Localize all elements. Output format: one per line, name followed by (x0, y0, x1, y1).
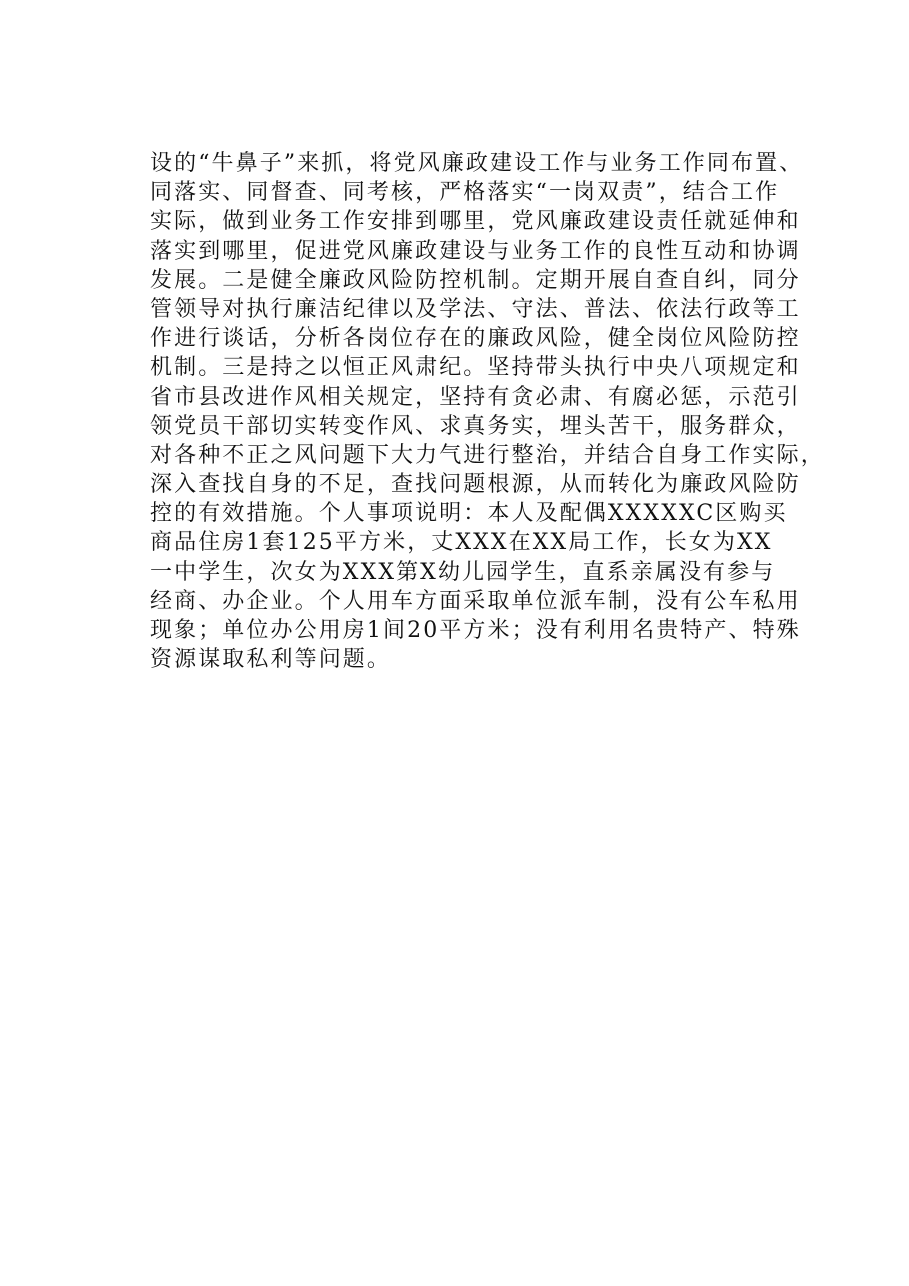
text-line: 对各种不正之风问题下大力气进行整治，并结合自身工作实际， (150, 442, 825, 468)
text-line: 同落实、同督查、同考核，严格落实“一岗双责”，结合工作 (150, 180, 780, 206)
text-line: 作进行谈话，分析各岗位存在的廉政风险，健全岗位风险防控 (150, 326, 801, 352)
text-line: 深入查找自身的不足，查找问题根源，从而转化为廉政风险防 (150, 472, 801, 498)
text-line: 现象；单位办公用房1间20平方米；没有利用名贵特产、特殊 (150, 618, 801, 643)
document-body (150, 149, 830, 674)
text-line: 资源谋取私利等问题。 (150, 647, 392, 673)
text-line: 实际，做到业务工作安排到哪里，党风廉政建设责任就延伸和 (150, 209, 801, 235)
text-line: 设的“牛鼻子”来抓，将党风廉政建设工作与业务工作同布置、 (150, 151, 804, 176)
text-line: 落实到哪里，促进党风廉政建设与业务工作的良性互动和协调 (150, 238, 801, 264)
text-line: 领党员干部切实转变作风、求真务实，埋头苦干，服务群众， (150, 413, 801, 439)
text-line: 经商、办企业。个人用车方面采取单位派车制，没有公车私用 (150, 588, 801, 614)
text-line: 管领导对执行廉洁纪律以及学法、守法、普法、依法行政等工 (150, 296, 801, 322)
text-line: 控的有效措施。个人事项说明：本人及配偶XXXXXC区购买 (150, 501, 788, 527)
text-line: 商品住房1套125平方米，丈XXX在XX局工作，长女为XX (150, 530, 773, 556)
text-line: 发展。二是健全廉政风险防控机制。定期开展自查自纠，同分 (150, 267, 801, 293)
text-line: 省市县改进作风相关规定，坚持有贪必肃、有腐必惩，示范引 (150, 384, 801, 410)
text-line: 一中学生，次女为XXX第X幼儿园学生，直系亲属没有参与 (150, 559, 776, 585)
text-line: 机制。三是持之以恒正风肃纪。坚持带头执行中央八项规定和 (150, 355, 801, 381)
